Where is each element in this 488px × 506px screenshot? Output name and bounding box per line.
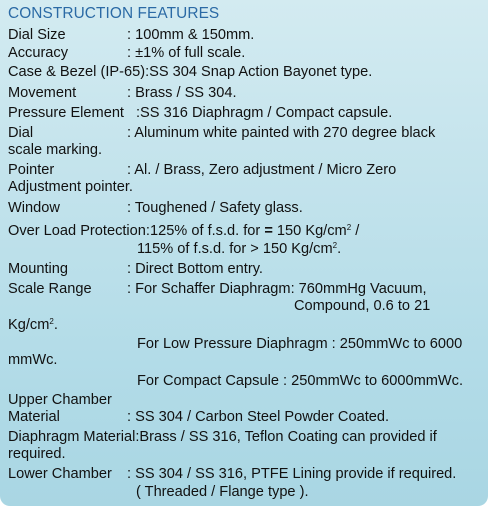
over-load-text2: 115% of f.s.d. for > 150 Kg/cm <box>137 241 333 257</box>
pointer-value-continued: Adjustment pointer. <box>8 179 133 195</box>
movement-value: : Brass / SS 304. <box>127 85 237 101</box>
scale-range-label: Scale Range <box>8 281 92 297</box>
over-load-separator: / <box>351 223 360 239</box>
dial-value: : Aluminum white painted with 270 degree black <box>127 125 436 141</box>
scale-range-line2: Compound, 0.6 to 21 <box>294 298 431 314</box>
upper-chamber-label-continued: Material <box>8 409 60 425</box>
window-value: : Toughened / Safety glass. <box>127 200 303 216</box>
accuracy-label: Accuracy <box>8 45 69 61</box>
over-load-text: Over Load Protection:125% of f.s.d. for <box>8 223 265 239</box>
section-title: CONSTRUCTION FEATURES <box>8 5 220 22</box>
over-load-protection-line2 <box>137 240 341 258</box>
over-load-protection-line1 <box>8 222 359 240</box>
upper-chamber-label: Upper Chamber <box>8 392 112 408</box>
scale-range-value: : For Schaffer Diaphragm: 760mmHg Vacuum, <box>127 281 427 297</box>
pressure-element-value: :SS 316 Diaphragm / Compact capsule. <box>136 105 393 121</box>
dial-size-label: Dial Size <box>8 27 66 43</box>
mounting-label: Mounting <box>8 261 69 277</box>
over-load-value: 150 Kg/cm <box>272 223 347 239</box>
diaphragm-material-continued: required. <box>8 446 66 462</box>
superscript: 2 <box>332 241 338 250</box>
movement-label: Movement <box>8 85 77 101</box>
scale-range-line3 <box>8 316 58 334</box>
pressure-element-label: Pressure Element <box>8 105 124 121</box>
upper-chamber-value: : SS 304 / Carbon Steel Powder Coated. <box>127 409 390 425</box>
lower-chamber-label: Lower Chamber <box>8 466 112 482</box>
low-pressure-range-continued: mmWc. <box>8 352 58 368</box>
lower-chamber-value: : SS 304 / SS 316, PTFE Lining provide if required. <box>127 466 457 482</box>
dial-size-value: : 100mm & 150mm. <box>127 27 255 43</box>
over-load-period: . <box>337 241 342 257</box>
dial-label: Dial <box>8 125 34 141</box>
lower-chamber-value-continued: ( Threaded / Flange type ). <box>136 484 309 500</box>
window-label: Window <box>8 200 60 216</box>
pointer-label: Pointer <box>8 162 55 178</box>
pointer-value: : Al. / Brass, Zero adjustment / Micro Zero <box>127 162 397 178</box>
mounting-value: : Direct Bottom entry. <box>127 261 263 277</box>
case-bezel-text: Case & Bezel (IP-65):SS 304 Snap Action Bayonet type. <box>8 64 373 80</box>
compact-capsule-range: For Compact Capsule : 250mmWc to 6000mmWc. <box>137 373 464 389</box>
diaphragm-material-text: Diaphragm Material:Brass / SS 316, Teflon Coating can provided if <box>8 429 437 445</box>
dial-value-continued: scale marking. <box>8 142 103 158</box>
scale-range-unit: Kg/cm <box>8 317 50 333</box>
low-pressure-range: For Low Pressure Diaphragm : 250mmWc to 6000 <box>137 336 463 352</box>
accuracy-value: : ±1% of full scale. <box>127 45 246 61</box>
less-equal-symbol: = <box>264 223 273 239</box>
scale-range-period: . <box>53 317 58 333</box>
superscript: 2 <box>49 317 54 326</box>
superscript: 2 <box>346 223 352 232</box>
